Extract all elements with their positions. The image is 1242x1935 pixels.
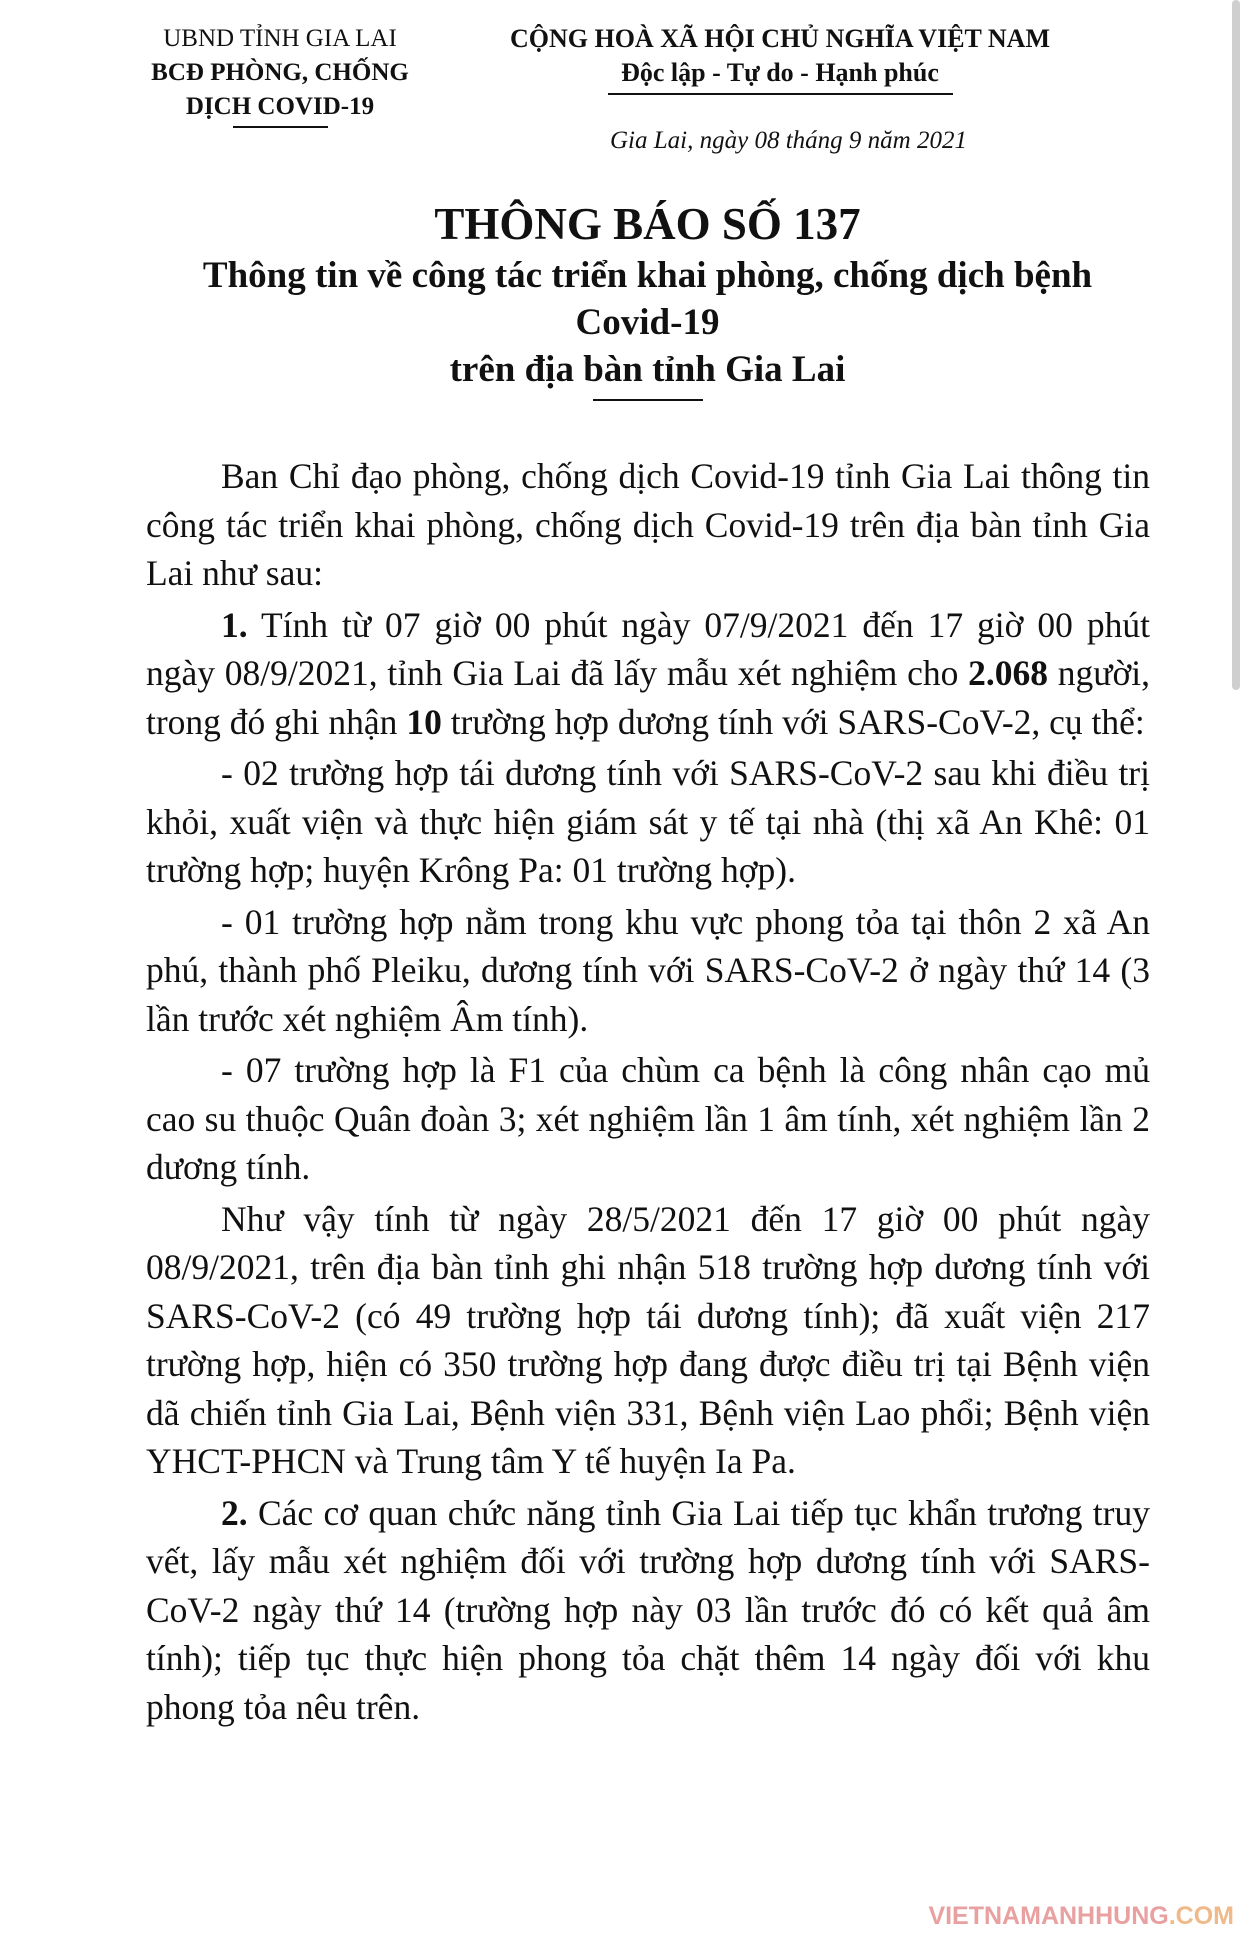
document-body: [146, 452, 1150, 1731]
paragraph-text: người, trong đó ghi nhận: [146, 653, 1150, 742]
org-line-3: DỊCH COVID-19: [185, 93, 375, 120]
org-line-2: BCĐ PHÒNG, CHỐNG: [151, 59, 409, 86]
paragraph-text: Các cơ quan chức năng tỉnh Gia Lai tiếp tục khẩn trương truy vết, lấy mẫu xét nghiệm đối với trường hợp dương tính với SARS-CoV-2 ngày thứ 14 (trường hợp này 03 lần trước đó có kết quả âm tính); tiếp tục thực hiện phong tỏa chặt thêm 14 ngày đối với khu phong tỏa nêu trên.: [146, 1492, 1150, 1727]
paragraph-section-1: [146, 601, 1150, 747]
org-line-1: UBND TỈNH GIA LAI: [163, 25, 397, 52]
nation-name: CỘNG HOÀ XÃ HỘI CHỦ NGHĨA VIỆT NAM: [509, 24, 1051, 53]
document-subtitle-2: trên địa bàn tỉnh Gia Lai: [449, 349, 846, 390]
paragraph-case-3: - 07 trường hợp là F1 của chùm ca bệnh là công nhân cạo mủ cao su thuộc Quân đoàn 3; xét nghiệm lần 1 âm tính, xét nghiệm lần 2 dương tính.: [146, 1050, 1150, 1187]
document-date: Gia Lai, ngày 08 tháng 9 năm 2021: [610, 127, 967, 154]
paragraph-text: trường hợp dương tính với SARS-CoV-2, cụ thể:: [441, 701, 1145, 742]
motto-underline: [608, 93, 953, 95]
paragraph-section-2: [146, 1489, 1150, 1732]
national-motto: [495, 22, 1065, 95]
paragraph-summary: Như vậy tính từ ngày 28/5/2021 đến 17 giờ 00 phút ngày 08/9/2021, trên địa bàn tỉnh ghi nhận 518 trường hợp dương tính với SARS-CoV-2 (có 49 trường hợp tái dương tính); đã xuất viện 217 trường hợp, hiện có 350 trường hợp đang được điều trị tại Bệnh viện dã chiến tỉnh Gia Lai, Bệnh viện 331, Bệnh viện Lao phổi; Bệnh viện YHCT-PHCN và Trung tâm Y tế huyện Ia Pa.: [146, 1198, 1150, 1481]
title-underline: [593, 399, 703, 401]
nation-motto: Độc lập - Tự do - Hạnh phúc: [621, 58, 939, 87]
positive-count: 10: [406, 701, 442, 742]
document-subtitle: Thông tin về công tác triển khai phòng, chống dịch bệnh Covid-19: [202, 255, 1093, 343]
document-title: THÔNG BÁO SỐ 137: [434, 199, 861, 249]
watermark-name: VIETNAMANHHUNG: [928, 1902, 1169, 1930]
paragraph-text: Tính từ 07 giờ 00 phút ngày 07/9/2021 đến 17 giờ 00 phút ngày 08/9/2021, tỉnh Gia Lai đã lấy mẫu xét nghiệm cho: [146, 604, 1150, 693]
paragraph-case-2: - 01 trường hợp nằm trong khu vực phong tỏa tại thôn 2 xã An phú, thành phố Pleiku, dương tính với SARS-CoV-2 ở ngày thứ 14 (3 lần trước xét nghiệm Âm tính).: [146, 901, 1150, 1039]
org-underline: [233, 126, 328, 128]
site-watermark: [928, 1902, 1234, 1931]
document-header: [0, 22, 1242, 162]
sample-count: 2.068: [968, 653, 1048, 693]
section-number: 2.: [221, 1492, 248, 1533]
watermark-suffix: .COM: [1168, 1902, 1234, 1930]
document-title-block: [145, 196, 1150, 401]
paragraph-case-1: - 02 trường hợp tái dương tính với SARS-CoV-2 sau khi điều trị khỏi, xuất viện và thực hiện giám sát y tế tại nhà (thị xã An Khê: 01 trường hợp; huyện Krông Pa: 01 trường hợp).: [146, 753, 1150, 890]
paragraph-intro: Ban Chỉ đạo phòng, chống dịch Covid-19 tỉnh Gia Lai thông tin công tác triển khai phòng, chống dịch Covid-19 trên địa bàn tỉnh Gia Lai như sau:: [146, 456, 1150, 593]
issuing-organization: [150, 22, 410, 128]
section-number: 1.: [221, 604, 248, 645]
